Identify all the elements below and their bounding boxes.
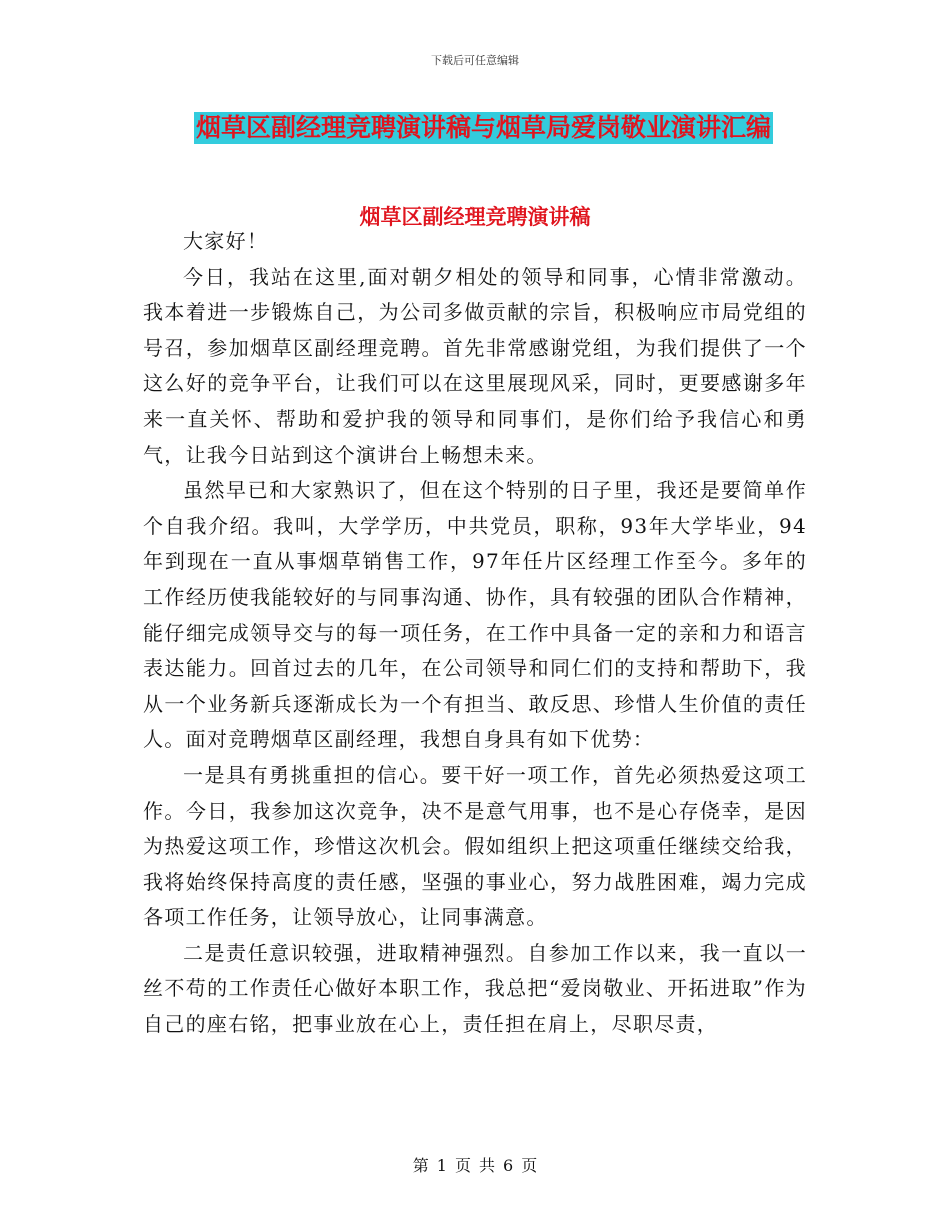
page-footer xyxy=(0,1153,950,1176)
paragraph-intro: 今日，我站在这里,面对朝夕相处的领导和同事，心情非常激动。我本着进一步锻炼自己，为公司多做贡献的宗旨，积极响应市局党组的号召，参加烟草区副经理竞聘。首先非常感谢党组，为我们提供了一个这么好的竞争平台，让我们可以在这里展现风采，同时，更要感谢多年来一直关怀、帮助和爱护我的领导和同事们，是你们给予我信心和勇气，让我今日站到这个演讲台上畅想未来。 xyxy=(143,264,807,467)
paragraph-advantage-one: 一是具有勇挑重担的信心。要干好一项工作，首先必须热爱这项工作。今日，我参加这次竞争，决不是意气用事，也不是心存侥幸，是因为热爱这项工作，珍惜这次机会。假如组织上把这项重任继续交给我，我将始终保持高度的责任感，坚强的事业心，努力战胜困难，竭力完成各项工作任务，让领导放心，让同事满意。 xyxy=(143,762,807,930)
footer-label-page: 第 xyxy=(412,1156,429,1175)
page-header-note: 下载后可任意编辑 xyxy=(431,54,519,67)
footer-current-page: 1 xyxy=(436,1156,447,1175)
paragraph-advantage-two: 二是责任意识较强，进取精神强烈。自参加工作以来，我一直以一丝不苟的工作责任心做好本职工作，我总把“爱岗敬业、开拓进取”作为自己的座右铭，把事业放在心上，责任担在肩上，尽职尽责， xyxy=(143,940,807,1037)
footer-total-pages: 6 xyxy=(503,1156,514,1175)
footer-label-total: 共 xyxy=(479,1156,496,1175)
document-body xyxy=(143,224,807,1043)
footer-label-page-unit: 页 xyxy=(454,1156,471,1175)
section-title: 烟草区副经理竞聘演讲稿 xyxy=(359,205,591,229)
footer-label-total-unit: 页 xyxy=(521,1156,538,1175)
document-title: 烟草区副经理竞聘演讲稿与烟草局爱岗敬业演讲汇编 xyxy=(196,113,772,142)
paragraph-greeting: 大家好！ xyxy=(183,229,269,253)
paragraph-self-introduction: 虽然早已和大家熟识了，但在这个特别的日子里，我还是要简单作个自我介绍。我叫，大学学历，中共党员，职称，93年大学毕业，94年到现在一直从事烟草销售工作，97年任片区经理工作至今。多年的工作经历使我能较好的与同事沟通、协作，具有较强的团队合作精神，能仔细完成领导交与的每一项任务，在工作中具备一定的亲和力和语言表达能力。回首过去的几年，在公司领导和同仁们的支持和帮助下，我从一个业务新兵逐渐成长为一个有担当、敢反思、珍惜人生价值的责任人。面对竞聘烟草区副经理，我想自身具有如下优势： xyxy=(143,478,807,752)
